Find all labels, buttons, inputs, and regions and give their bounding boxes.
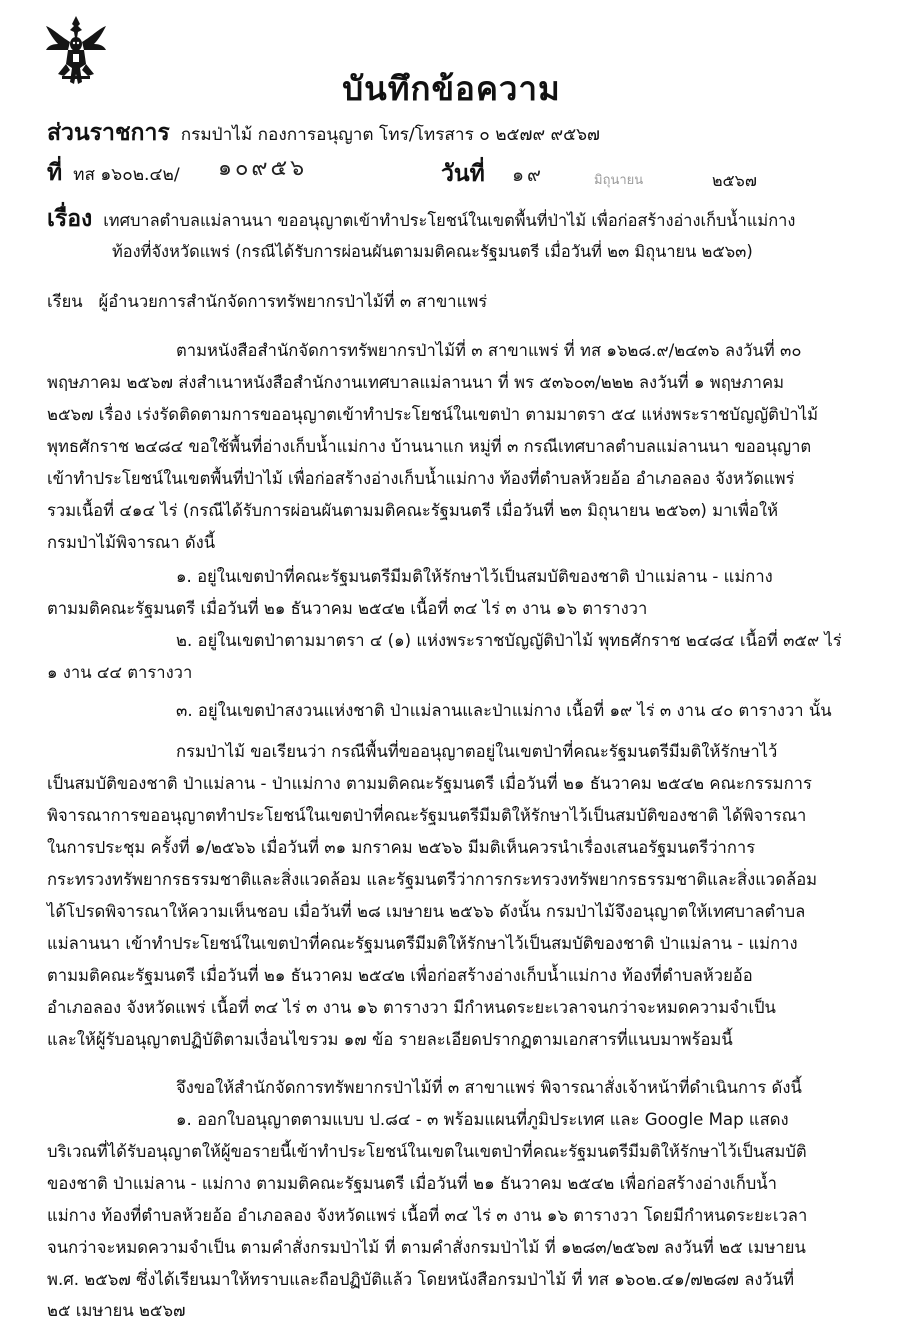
body-p1-line: รวมเนื้อที่ ๔๑๔ ไร่ (กรณีได้รับการผ่อนผันตามมติคณะรัฐมนตรี เมื่อวันที่ ๒๓ มิถุนายน ๒๕๖๓) มาเพื่อให้ xyxy=(47,501,779,520)
body-p1-line: กรมป่าไม้พิจารณา ดังนี้ xyxy=(47,533,216,552)
body-p2-line: และให้ผู้รับอนุญาตปฏิบัติตามเงื่อนไขรวม ๑๗ ข้อ รายละเอียดปรากฏตามเอกสารที่แนบมาพร้อมนี้ xyxy=(47,1030,733,1049)
subject-line-1 xyxy=(47,208,795,232)
date-line xyxy=(441,163,485,187)
date-label: วันที่ xyxy=(441,161,485,187)
list-item: ๑ งาน ๔๔ ตารางวา xyxy=(47,663,193,682)
body-p2-line: ในการประชุม ครั้งที่ ๑/๒๕๖๖ เมื่อวันที่ ๓๑ มกราคม ๒๕๖๖ มีมติเห็นควรนำเรื่องเสนอรัฐมนตรีว่าการ xyxy=(47,838,756,857)
body-p2-line: กรมป่าไม้ ขอเรียนว่า กรณีพื้นที่ขออนุญาตอยู่ในเขตป่าที่คณะรัฐมนตรีมีมติให้รักษาไว้ xyxy=(176,742,778,761)
addressee-line xyxy=(47,291,487,313)
body-p3-line: แม่กาง ท้องที่ตำบลห้วยอ้อ อำเภอลอง จังหวัดแพร่ เนื้อที่ ๓๔ ไร่ ๓ งาน ๑๖ ตารางวา โดยมีกำหนดระยะเวลา xyxy=(47,1206,808,1225)
body-p3-line: จึงขอให้สำนักจัดการทรัพยากรป่าไม้ที่ ๓ สาขาแพร่ พิจารณาสั่งเจ้าหน้าที่ดำเนินการ ดังนี้ xyxy=(176,1078,802,1097)
subject-text-2: ท้องที่จังหวัดแพร่ (กรณีได้รับการผ่อนผันตามมติคณะรัฐมนตรี เมื่อวันที่ ๒๓ มิถุนายน ๒๕๖๓) xyxy=(112,242,753,261)
addressee-value: ผู้อำนวยการสำนักจัดการทรัพยากรป่าไม้ที่ ๓ สาขาแพร่ xyxy=(98,292,488,311)
reference-label: ที่ xyxy=(47,160,63,186)
department-label: ส่วนราชการ xyxy=(47,120,170,146)
body-p1-line: ตามหนังสือสำนักจัดการทรัพยากรป่าไม้ที่ ๓ สาขาแพร่ ที่ ทส ๑๖๒๘.๙/๒๔๓๖ ลงวันที่ ๓๐ xyxy=(176,341,802,360)
list-item: ตามมติคณะรัฐมนตรี เมื่อวันที่ ๒๑ ธันวาคม ๒๕๔๒ เนื้อที่ ๓๔ ไร่ ๓ งาน ๑๖ ตารางวา xyxy=(47,599,648,618)
subject-text-1: เทศบาลตำบลแม่ลานนา ขออนุญาตเข้าทำประโยชน์ในเขตพื้นที่ป่าไม้ เพื่อก่อสร้างอ่างเก็บน้ำแม่กาง xyxy=(103,211,796,230)
date-year: ๒๕๖๗ xyxy=(712,171,757,190)
department-line xyxy=(47,122,600,146)
body-p2-line: กระทรวงทรัพยากรธรรมชาติและสิ่งแวดล้อม และรัฐมนตรีว่าการกระทรวงทรัพยากรธรรมชาติและสิ่งแวดล้อม xyxy=(47,870,818,889)
memo-title: บันทึกข้อความ xyxy=(342,69,561,108)
addressee-label: เรียน xyxy=(47,292,83,311)
body-p3-line: ของชาติ ป่าแม่ลาน - แม่กาง ตามมติคณะรัฐมนตรี เมื่อวันที่ ๒๑ ธันวาคม ๒๕๔๒ เพื่อก่อสร้างอ่างเก็บน้ำ xyxy=(47,1174,777,1193)
date-day: ๑๙ xyxy=(512,164,544,186)
body-p2-line: ได้โปรดพิจารณาให้ความเห็นชอบ เมื่อวันที่ ๒๘ เมษายน ๒๕๖๖ ดังนั้น กรมป่าไม้จึงอนุญาตให้เทศบาลตำบล xyxy=(47,902,806,921)
list-item: ๓. อยู่ในเขตป่าสงวนแห่งชาติ ป่าแม่ลานและป่าแม่กาง เนื้อที่ ๑๙ ไร่ ๓ งาน ๔๐ ตารางวา นั้น xyxy=(176,701,832,720)
list-item: ๒. อยู่ในเขตป่าตามมาตรา ๔ (๑) แห่งพระราชบัญญัติป่าไม้ พุทธศักราช ๒๔๘๔ เนื้อที่ ๓๕๙ ไร่ xyxy=(176,631,842,650)
body-p1-line: เข้าทำประโยชน์ในเขตพื้นที่ป่าไม้ เพื่อก่อสร้างอ่างเก็บน้ำแม่กาง ท้องที่ตำบลห้วยอ้อ อำเภอลอง จังหวัดแพร่ xyxy=(47,469,795,488)
reference-line xyxy=(47,162,180,186)
body-p2-line: พิจารณาการขออนุญาตทำประโยชน์ในเขตป่าที่คณะรัฐมนตรีมีมติให้รักษาไว้เป็นสมบัติของชาติ ได้พิจารณา xyxy=(47,806,807,825)
body-p3-line: ๒๕ เมษายน ๒๕๖๗ xyxy=(47,1301,186,1320)
body-p1-line: พฤษภาคม ๒๕๖๗ ส่งสำเนาหนังสือสำนักงานเทศบาลแม่ลานนา ที่ พร ๕๓๖๐๓/๒๒๒ ลงวันที่ ๑ พฤษภาคม xyxy=(47,373,785,392)
body-p2-line: อำเภอลอง จังหวัดแพร่ เนื้อที่ ๓๔ ไร่ ๓ งาน ๑๖ ตารางวา มีกำหนดระยะเวลาจนกว่าจะหมดความจำเป็น xyxy=(47,998,776,1017)
body-p1-line: ๒๕๖๗ เรื่อง เร่งรัดติดตามการขออนุญาตเข้าทำประโยชน์ในเขตป่า ตามมาตรา ๕๔ แห่งพระราชบัญญัติป่าไม้ xyxy=(47,405,819,424)
department-value: กรมป่าไม้ กองการอนุญาต โทร/โทรสาร ๐ ๒๕๗๙ ๙๕๖๗ xyxy=(180,125,600,145)
date-month: มิถุนายน xyxy=(594,173,644,188)
reference-value: ทส ๑๖๐๒.๔๒/ xyxy=(73,165,180,185)
body-p1-line: พุทธศักราช ๒๔๘๔ ขอใช้พื้นที่อ่างเก็บน้ำแม่กาง บ้านนาแก หมู่ที่ ๓ กรณีเทศบาลตำบลแม่ลานนา ขออนุญาต xyxy=(47,437,812,456)
list-item: ๑. อยู่ในเขตป่าที่คณะรัฐมนตรีมีมติให้รักษาไว้เป็นสมบัติของชาติ ป่าแม่ลาน - แม่กาง xyxy=(176,567,773,586)
body-p3-line: พ.ศ. ๒๕๖๗ ซึ่งได้เรียนมาให้ทราบและถือปฏิบัติแล้ว โดยหนังสือกรมป่าไม้ ที่ ทส ๑๖๐๒.๔๑/๗๒๘๗ ลงวันที่ xyxy=(47,1270,795,1289)
body-p2-line: ตามมติคณะรัฐมนตรี เมื่อวันที่ ๒๑ ธันวาคม ๒๕๔๒ เพื่อก่อสร้างอ่างเก็บน้ำแม่กาง ท้องที่ตำบลห้วยอ้อ xyxy=(47,966,753,985)
body-p3-line: บริเวณที่ได้รับอนุญาตให้ผู้ขอรายนี้เข้าทำประโยชน์ในเขตในเขตป่าที่คณะรัฐมนตรีมีมติให้รักษาไว้เป็นสมบัติ xyxy=(47,1142,807,1161)
body-p3-line: จนกว่าจะหมดความจำเป็น ตามคำสั่งกรมป่าไม้ ที่ ตามคำสั่งกรมป่าไม้ ที่ ๑๒๘๓/๒๕๖๗ ลงวันที่ ๒๕ เมษายน xyxy=(47,1238,806,1257)
body-p2-line: แม่ลานนา เข้าทำประโยชน์ในเขตป่าที่คณะรัฐมนตรีมีมติให้รักษาไว้เป็นสมบัติของชาติ ป่าแม่ลาน - แม่กาง xyxy=(47,934,798,953)
body-p3-line: ๑. ออกใบอนุญาตตามแบบ ป.๘๔ - ๓ พร้อมแผนที่ภูมิประเทศ และ Google Map แสดง xyxy=(176,1110,789,1129)
subject-label: เรื่อง xyxy=(47,206,93,232)
reference-handwritten: ๑๐๙๕๖ xyxy=(218,156,308,181)
body-p2-line: เป็นสมบัติของชาติ ป่าแม่ลาน - ป่าแม่กาง ตามมติคณะรัฐมนตรี เมื่อวันที่ ๒๑ ธันวาคม ๒๕๔๒ คณะกรรมการ xyxy=(47,774,812,793)
